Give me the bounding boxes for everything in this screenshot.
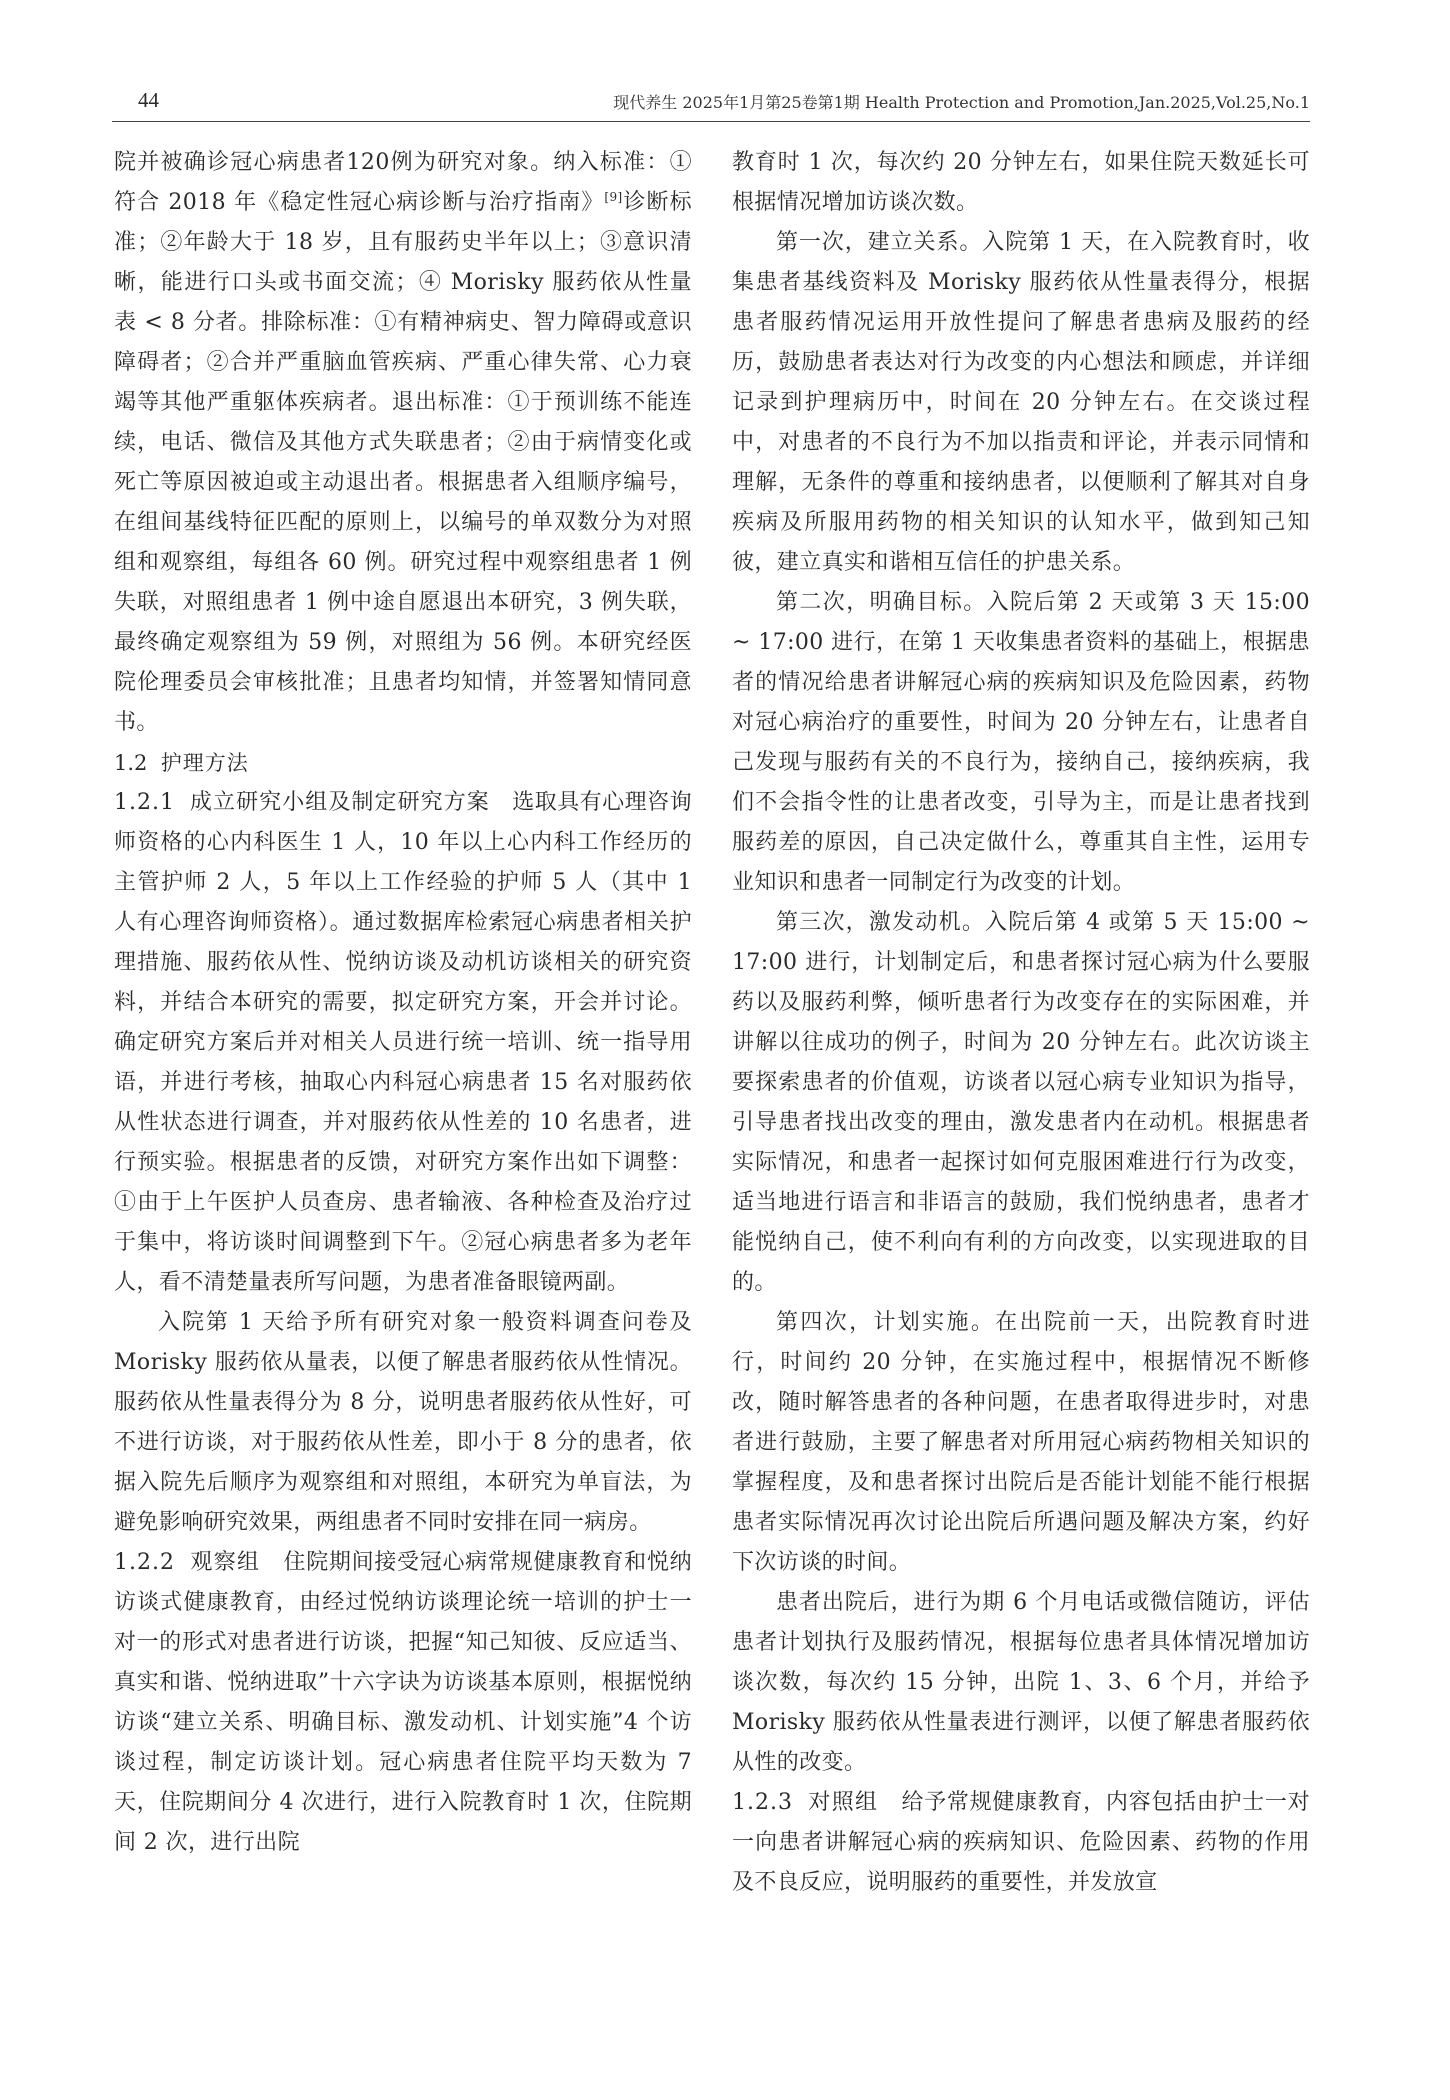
paragraph-day1: 入院第 1 天给予所有研究对象一般资料调查问卷及 Morisky 服药依从量表，以便了解患者服药依从性情况。服药依从性量表得分为 8 分，说明患者服药依从性好，可不进行访谈，对于服药依从性差，即小于 8 分的患者，依据入院先后顺序为观察组和对照组，本研究为单盲法，为避免影响研究效果，两组患者不同时安排在同一病房。 (114, 1310, 692, 1535)
subsection-number: 1.2.2 (114, 1550, 175, 1575)
left-column (114, 143, 692, 1863)
subsection-body: 住院期间接受冠心病常规健康教育和悦纳访谈式健康教育，由经过悦纳访谈理论统一培训的护士一对一的形式对患者进行访谈，把握“知己知彼、反应适当、真实和谐、悦纳进取”十六字诀为访谈基本原则，根据悦纳访谈“建立关系、明确目标、激发动机、计划实施”4 个访谈过程，制定访谈计划。冠心病患者住院平均天数为 7 天，住院期间分 4 次进行，进行入院教育时 1 次，住院期间 2 次，进行出院 (114, 1550, 692, 1855)
paragraph-fourth-session: 第四次，计划实施。在出院前一天，出院教育时进行，时间约 20 分钟，在实施过程中，根据情况不断修改，随时解答患者的各种问题，在患者取得进步时，对患者进行鼓励，主要了解患者对所用冠心病药物相关知识的掌握程度，及和患者探讨出院后是否能计划能不能行根据患者实际情况再次讨论出院后所遇问题及解决方案，约好下次访谈的时间。 (732, 1310, 1310, 1575)
paragraph-first-session: 第一次，建立关系。入院第 1 天，在入院教育时，收集患者基线资料及 Morisky 服药依从性量表得分，根据患者服药情况运用开放性提问了解患者患病及服药的经历，鼓励患者表达对行为改变的内心想法和顾虑，并详细记录到护理病历中，时间在 20 分钟左右。在交谈过程中，对患者的不良行为不加以指责和评论，并表示同情和理解，无条件的尊重和接纳患者，以便顺利了解其对自身疾病及所服用药物的相关知识的认知水平，做到知己知彼，建立真实和谐相互信任的护患关系。 (732, 230, 1310, 575)
section-title: 护理方法 (160, 751, 249, 775)
subsection-title: 观察组 (190, 1550, 261, 1575)
page-number: 44 (138, 88, 159, 112)
heading-1-2 (114, 743, 692, 783)
paragraph-continuation: 教育时 1 次，每次约 20 分钟左右，如果住院天数延长可根据情况增加访谈次数。 (732, 150, 1310, 215)
criteria-text-cont: 诊断标准；②年龄大于 18 岁，且有服药史半年以上；③意识清晰，能进行口头或书面交流；④ Morisky 服药依从性量表 < 8 分者。排除标准：①有精神病史、智力障碍或意识障碍者；②合并严重脑血管疾病、严重心律失常、心力衰竭等其他严重躯体疾病者。退出标准：①于预训练不能连续，电话、微信及其他方式失联患者；②由于病情变化或死亡等原因被迫或主动退出者。根据患者入组顺序编号，在组间基线特征匹配的原则上，以编号的单双数分为对照组和观察组，每组各 60 例。研究过程中观察组患者 1 例失联，对照组患者 1 例中途自愿退出本研究，3 例失联，最终确定观察组为 59 例，对照组为 56 例。本研究经医院伦理委员会审核批准；且患者均知情，并签署知情同意书。 (114, 190, 692, 735)
subsection-title: 成立研究小组及制定研究方案 (189, 790, 490, 815)
subsection-title: 对照组 (808, 1790, 879, 1815)
section-number: 1.2 (114, 751, 148, 775)
subsection-body: 选取具有心理咨询师资格的心内科医生 1 人，10 年以上心内科工作经历的主管护师 2 人，5 年以上工作经验的护师 5 人（其中 1 人有心理咨询师资格）。通过数据库检索冠心病患者相关护理措施、服药依从性、悦纳访谈及动机访谈相关的研究资料，并结合本研究的需要，拟定研究方案，开会并讨论。确定研究方案后并对相关人员进行统一培训、统一指导用语，并进行考核，抽取心内科冠心病患者 15 名对服药依从性状态进行调查，并对服药依从性差的 10 名患者，进行预实验。根据患者的反馈，对研究方案作出如下调整：①由于上午医护人员查房、患者输液、各种检查及治疗过于集中，将访谈时间调整到下午。②冠心病患者多为老年人，看不清楚量表所写问题，为患者准备眼镜两副。 (114, 790, 692, 1295)
paragraph-second-session: 第二次，明确目标。入院后第 2 天或第 3 天 15:00 ~ 17:00 进行，在第 1 天收集患者资料的基础上，根据患者的情况给患者讲解冠心病的疾病知识及危险因素，药物对冠心病治疗的重要性，时间为 20 分钟左右，让患者自己发现与服药有关的不良行为，接纳自己，接纳疾病，我们不会指令性的让患者改变，引导为主，而是让患者找到服药差的原因，自己决定做什么，尊重其自主性，运用专业知识和患者一同制定行为改变的计划。 (732, 590, 1310, 895)
running-header (138, 88, 1310, 116)
paragraph-third-session: 第三次，激发动机。入院后第 4 或第 5 天 15:00 ~ 17:00 进行，计划制定后，和患者探讨冠心病为什么要服药以及服药利弊，倾听患者行为改变存在的实际困难，并讲解以往成功的例子，时间为 20 分钟左右。此次访谈主要探索患者的价值观，访谈者以冠心病专业知识为指导，引导患者找出改变的理由，激发患者内在动机。根据患者实际情况，和患者一起探讨如何克服困难进行行为改变，适当地进行语言和非语言的鼓励，我们悦纳患者，患者才能悦纳自己，使不利向有利的方向改变，以实现进取的目的。 (732, 910, 1310, 1295)
subsection-number: 1.2.1 (114, 790, 175, 815)
subsection-number: 1.2.3 (732, 1790, 793, 1815)
paragraph-1-2-2 (114, 1543, 692, 1863)
paragraph-discharge-followup: 患者出院后，进行为期 6 个月电话或微信随访，评估患者计划执行及服药情况，根据每位患者具体情况增加访谈次数，每次约 15 分钟，出院 1、3、6 个月，并给予 Morisky 服药依从性量表进行测评，以便了解患者服药依从性的改变。 (732, 1590, 1310, 1775)
header-rule (112, 121, 1310, 122)
paragraph-criteria (114, 143, 692, 743)
criteria-text: 院并被确诊冠心病患者120例为研究对象。纳入标准：①符合 2018 年《稳定性冠心病诊断与治疗指南》 (114, 150, 692, 215)
journal-citation: 现代养生 2025年1月第25卷第1期 Health Protection and Promotion,Jan.2025,Vol.25,No.1 (613, 93, 1310, 112)
subsection-body: 给予常规健康教育，内容包括由护士一对一向患者讲解冠心病的疾病知识、危险因素、药物的作用及不良反应，说明服药的重要性，并发放宣 (732, 1790, 1310, 1895)
paragraph-1-2-3 (732, 1783, 1310, 1903)
right-column (732, 143, 1310, 1903)
citation-ref: [9] (604, 190, 623, 204)
paragraph-1-2-1 (114, 783, 692, 1303)
